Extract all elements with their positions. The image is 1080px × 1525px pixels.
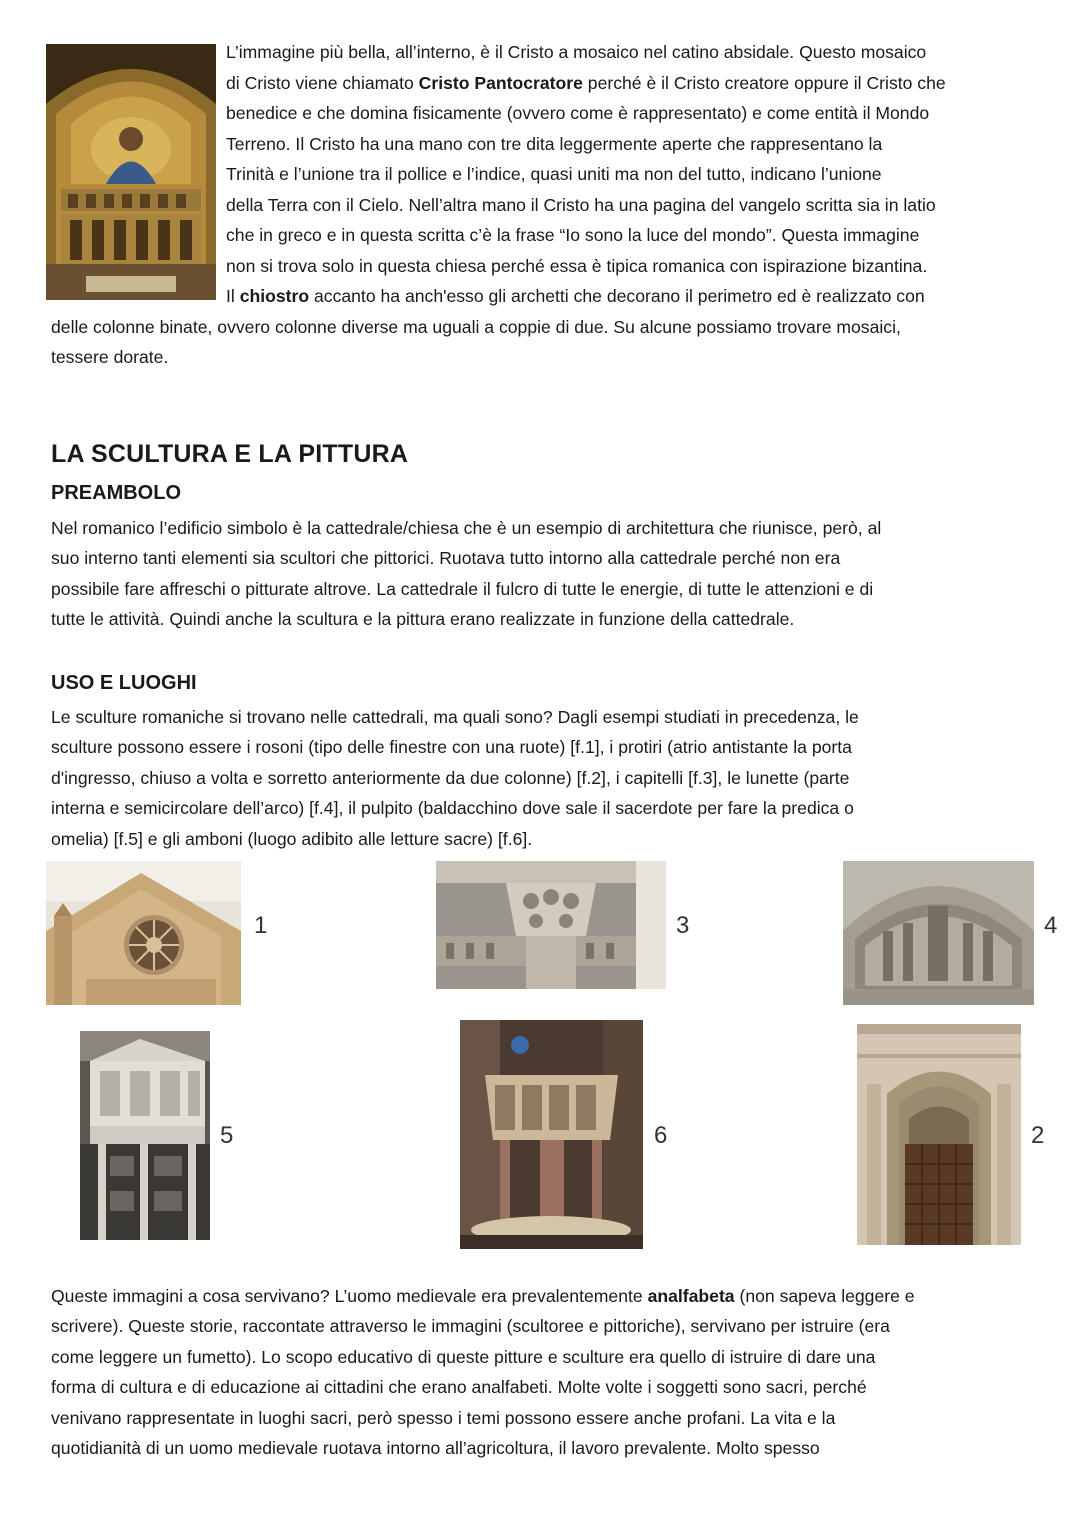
capital-image xyxy=(436,861,666,989)
pulpit-image xyxy=(80,1031,210,1240)
intro-line-2 xyxy=(226,68,946,99)
intro-line-7: che in greco e in questa scritta c’è la frase “Io sono la luce del mondo”. Questa immagine xyxy=(226,225,920,245)
intro-line-9 xyxy=(226,281,925,312)
intro-line-1: L’immagine più bella, all’interno, è il Cristo a mosaico nel catino absidale. Questo mosaico xyxy=(226,42,927,62)
intro-line-11: tessere dorate. xyxy=(51,347,169,367)
closing-line-4: forma di cultura e di educazione ai cittadini che erano analfabeti. Molte volte i soggetti sono sacri, perché xyxy=(51,1377,867,1397)
protiro-image xyxy=(857,1024,1021,1245)
ambo-image xyxy=(460,1020,643,1249)
term-cristo-pantocratore: Cristo Pantocratore xyxy=(418,73,583,93)
closing-line-5: venivano rappresentate in luoghi sacri, però spesso i temi possono essere anche profani. La vita e la xyxy=(51,1408,836,1428)
lunette-image xyxy=(843,861,1034,1005)
preambolo-title: PREAMBOLO xyxy=(51,482,181,504)
preambolo-line-2: suo interno tanti elementi sia scultori che pittorici. Ruotava tutto intorno alla cattedrale perché non era xyxy=(51,548,841,568)
preambolo-line-3: possibile fare affreschi o pitturate altrove. La cattedrale il fulcro di tutte le energie, di tutte le attenzioni e di xyxy=(51,579,874,599)
closing-line-2: scrivere). Queste storie, raccontate attraverso le immagini (scultoree e pittoriche), servivano per istruire (era xyxy=(51,1316,890,1336)
figure-number-4: 4 xyxy=(1044,912,1058,939)
uso-line-4: interna e semicircolare dell’arco) [f.4], il pulpito (baldacchino dove sale il sacerdote per fare la predica o xyxy=(51,798,854,818)
uso-line-3: d'ingresso, chiuso a volta e sorretto anteriormente da due colonne) [f.2], i capitelli [f.3], le lunette (parte xyxy=(51,768,850,788)
intro-line-3: benedice e che domina fisicamente (ovvero come è rappresentato) e come entità il Mondo xyxy=(226,103,930,123)
term-analfabeta: analfabeta xyxy=(647,1286,735,1306)
intro-text: di Cristo viene chiamato xyxy=(226,73,419,93)
term-chiostro: chiostro xyxy=(239,286,310,306)
closing-text: Queste immagini a cosa servivano? L’uomo medievale era prevalentemente xyxy=(51,1286,648,1306)
figure-number-2: 2 xyxy=(1031,1122,1045,1149)
uso-line-1: Le sculture romaniche si trovano nelle cattedrali, ma quali sono? Dagli esempi studiati in precedenza, le xyxy=(51,707,859,727)
closing-line-3: come leggere un fumetto). Lo scopo educativo di queste pitture e sculture era quello di istruire di dare una xyxy=(51,1347,876,1367)
preambolo-line-1: Nel romanico l’edificio simbolo è la cattedrale/chiesa che è un esempio di architettura che riunisce, però, al xyxy=(51,518,882,538)
intro-line-4: Terreno. Il Cristo ha una mano con tre dita leggermente aperte che rappresentano la xyxy=(226,134,883,154)
intro-text: perché è il Cristo creatore oppure il Cristo che xyxy=(582,73,946,93)
figure-number-5: 5 xyxy=(220,1122,234,1149)
intro-text: Il xyxy=(226,286,240,306)
intro-line-5: Trinità e l’unione tra il pollice e l’indice, quasi uniti ma non del tutto, indicano l’unione xyxy=(226,164,882,184)
intro-line-8: non si trova solo in questa chiesa perché essa è tipica romanica con ispirazione bizantina. xyxy=(226,256,928,276)
section-title: LA SCULTURA E LA PITTURA xyxy=(51,440,409,468)
uso-title: USO E LUOGHI xyxy=(51,672,197,694)
preambolo-line-4: tutte le attività. Quindi anche la scultura e la pittura erano realizzate in funzione della cattedrale. xyxy=(51,609,795,629)
intro-text: accanto ha anch'esso gli archetti che decorano il perimetro ed è realizzato con xyxy=(309,286,925,306)
figure-number-3: 3 xyxy=(676,912,690,939)
uso-line-2: sculture possono essere i rosoni (tipo delle finestre con una ruote) [f.1], i protiri (atrio antistante la porta xyxy=(51,737,852,757)
figure-number-6: 6 xyxy=(654,1122,668,1149)
uso-line-5: omelia) [f.5] e gli amboni (luogo adibito alle letture sacre) [f.6]. xyxy=(51,829,533,849)
closing-text: (non sapeva leggere e xyxy=(734,1286,915,1306)
rose-window-image xyxy=(46,861,241,1005)
figure-number-1: 1 xyxy=(254,912,268,939)
apse-mosaic-image xyxy=(46,44,216,300)
intro-line-10: delle colonne binate, ovvero colonne diverse ma uguali a coppie di due. Su alcune possiamo trovare mosaici, xyxy=(51,317,901,337)
closing-line-1 xyxy=(51,1281,915,1312)
closing-line-6: quotidianità di un uomo medievale ruotava intorno all’agricoltura, il lavoro prevalente. Molto spesso xyxy=(51,1438,820,1458)
intro-line-6: della Terra con il Cielo. Nell’altra mano il Cristo ha una pagina del vangelo scritta sia in latio xyxy=(226,195,936,215)
